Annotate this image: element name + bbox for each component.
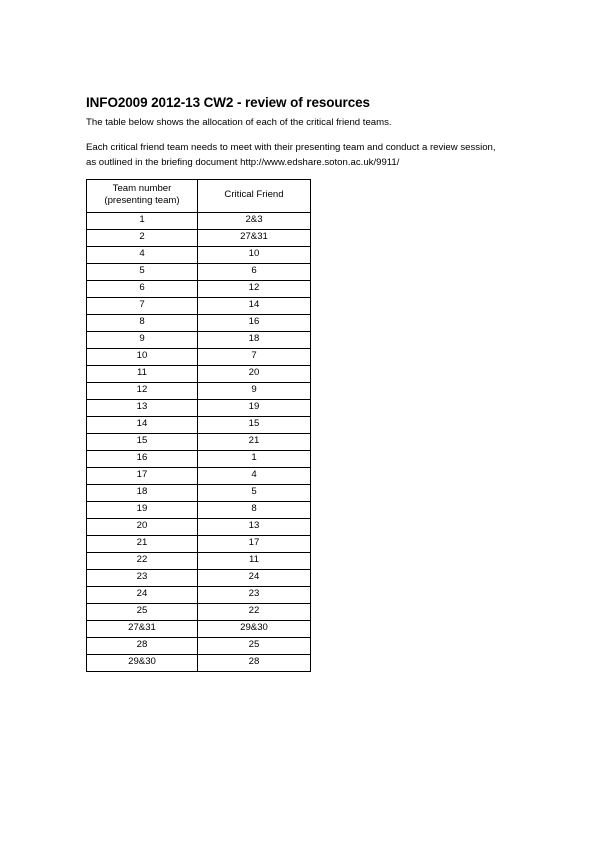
table-row <box>87 433 311 450</box>
cell-team-number: 21 <box>87 535 198 552</box>
cell-critical-friend: 1 <box>198 450 311 467</box>
cell-critical-friend: 6 <box>198 263 311 280</box>
cell-critical-friend: 24 <box>198 569 311 586</box>
cell-critical-friend: 5 <box>198 484 311 501</box>
cell-critical-friend: 16 <box>198 314 311 331</box>
table-row <box>87 348 311 365</box>
cell-team-number: 25 <box>87 603 198 620</box>
cell-team-number: 7 <box>87 297 198 314</box>
cell-team-number: 12 <box>87 382 198 399</box>
cell-critical-friend: 4 <box>198 467 311 484</box>
table-header-row <box>87 179 311 212</box>
cell-critical-friend: 29&30 <box>198 620 311 637</box>
table-row <box>87 229 311 246</box>
table-row <box>87 450 311 467</box>
cell-critical-friend: 18 <box>198 331 311 348</box>
cell-critical-friend: 19 <box>198 399 311 416</box>
table-row <box>87 382 311 399</box>
allocation-table <box>86 179 311 672</box>
cell-team-number: 4 <box>87 246 198 263</box>
table-row <box>87 501 311 518</box>
cell-critical-friend: 15 <box>198 416 311 433</box>
cell-critical-friend: 13 <box>198 518 311 535</box>
team-number-line1: Team number <box>112 182 172 194</box>
cell-team-number: 13 <box>87 399 198 416</box>
page-title: INFO2009 2012-13 CW2 - review of resources <box>86 95 370 110</box>
cell-team-number: 10 <box>87 348 198 365</box>
table-row <box>87 263 311 280</box>
cell-team-number: 24 <box>87 586 198 603</box>
table-row <box>87 416 311 433</box>
cell-critical-friend: 28 <box>198 654 311 671</box>
cell-team-number: 29&30 <box>87 654 198 671</box>
table-row <box>87 654 311 671</box>
table-header <box>87 179 311 212</box>
cell-team-number: 14 <box>87 416 198 433</box>
cell-team-number: 9 <box>87 331 198 348</box>
cell-team-number: 22 <box>87 552 198 569</box>
cell-critical-friend: 8 <box>198 501 311 518</box>
table-row <box>87 314 311 331</box>
intro-paragraph: Each critical friend team needs to meet with their presenting team and conduct a review session, as outlined in the briefing document http://www.edshare.soton.ac.uk/9911/ <box>86 142 496 168</box>
team-number-line2: (presenting team) <box>104 195 180 207</box>
intro-line: The table below shows the allocation of each of the critical friend teams. <box>86 117 392 129</box>
cell-critical-friend: 17 <box>198 535 311 552</box>
cell-team-number: 16 <box>87 450 198 467</box>
table-row <box>87 586 311 603</box>
cell-critical-friend: 25 <box>198 637 311 654</box>
cell-critical-friend: 12 <box>198 280 311 297</box>
cell-critical-friend: 22 <box>198 603 311 620</box>
table-row <box>87 246 311 263</box>
cell-team-number: 15 <box>87 433 198 450</box>
cell-team-number: 11 <box>87 365 198 382</box>
table-body <box>87 212 311 671</box>
cell-team-number: 18 <box>87 484 198 501</box>
cell-critical-friend: 11 <box>198 552 311 569</box>
cell-critical-friend: 21 <box>198 433 311 450</box>
cell-team-number: 8 <box>87 314 198 331</box>
table-row <box>87 569 311 586</box>
table-row <box>87 331 311 348</box>
cell-critical-friend: 23 <box>198 586 311 603</box>
table-row <box>87 518 311 535</box>
cell-team-number: 23 <box>87 569 198 586</box>
table-row <box>87 297 311 314</box>
column-header-critical-friend: Critical Friend <box>198 179 311 212</box>
table-row <box>87 484 311 501</box>
document-content <box>86 95 506 672</box>
cell-team-number: 28 <box>87 637 198 654</box>
table-row <box>87 620 311 637</box>
table-row <box>87 280 311 297</box>
table-row <box>87 552 311 569</box>
cell-team-number: 27&31 <box>87 620 198 637</box>
cell-critical-friend: 2&3 <box>198 212 311 229</box>
table-row <box>87 637 311 654</box>
cell-team-number: 1 <box>87 212 198 229</box>
table-row <box>87 365 311 382</box>
cell-team-number: 20 <box>87 518 198 535</box>
table-row <box>87 535 311 552</box>
cell-critical-friend: 14 <box>198 297 311 314</box>
table-row <box>87 399 311 416</box>
cell-team-number: 17 <box>87 467 198 484</box>
cell-critical-friend: 20 <box>198 365 311 382</box>
cell-team-number: 19 <box>87 501 198 518</box>
cell-critical-friend: 10 <box>198 246 311 263</box>
cell-critical-friend: 27&31 <box>198 229 311 246</box>
cell-team-number: 6 <box>87 280 198 297</box>
cell-critical-friend: 7 <box>198 348 311 365</box>
column-header-team-number <box>87 179 198 212</box>
table-row <box>87 212 311 229</box>
cell-team-number: 2 <box>87 229 198 246</box>
cell-team-number: 5 <box>87 263 198 280</box>
cell-critical-friend: 9 <box>198 382 311 399</box>
table-row <box>87 603 311 620</box>
table-row <box>87 467 311 484</box>
